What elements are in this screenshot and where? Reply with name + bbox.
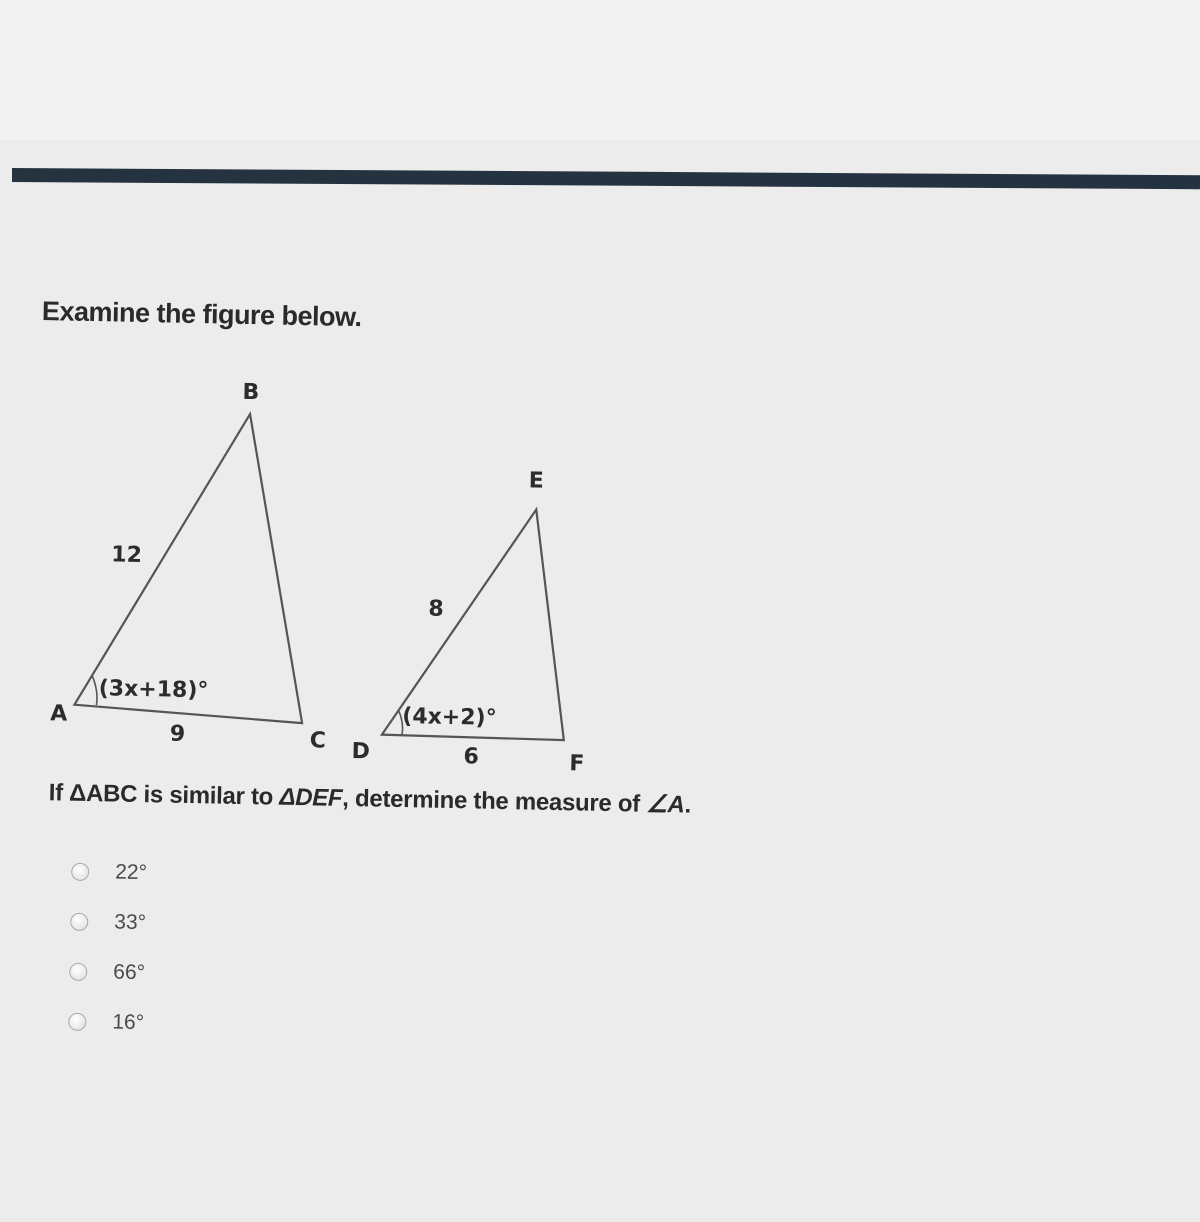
choice-label: 16° <box>112 1010 145 1035</box>
vertex-d-label: D <box>351 739 371 765</box>
angle-a-arc <box>91 675 97 705</box>
radio-button[interactable] <box>68 1013 86 1031</box>
vertex-e-label: E <box>528 468 545 494</box>
choice-16[interactable] <box>68 997 145 1048</box>
side-ac-label: 9 <box>169 721 186 747</box>
radio-button[interactable] <box>71 863 89 881</box>
side-de-label: 8 <box>428 596 444 622</box>
choice-33[interactable] <box>70 897 147 948</box>
radio-button[interactable] <box>69 963 87 981</box>
question-angle: ∠A <box>646 790 685 819</box>
choice-label: 66° <box>113 960 146 985</box>
vertex-f-label: F <box>569 751 585 777</box>
vertex-a-label: A <box>50 701 68 727</box>
instruction-text: Examine the figure below. <box>41 296 362 333</box>
question-suffix: , determine the measure of <box>342 784 647 818</box>
choice-66[interactable] <box>69 947 146 998</box>
choice-label: 33° <box>114 910 147 935</box>
side-ab-label: 12 <box>111 542 143 568</box>
angle-a-label: (3x+18)° <box>98 676 209 704</box>
answer-choices <box>68 847 148 1048</box>
side-df-label: 6 <box>463 744 480 770</box>
choice-label: 22° <box>115 860 148 885</box>
choice-22[interactable] <box>71 847 148 898</box>
question-middle: is similar to <box>136 780 280 811</box>
vertex-c-label: C <box>309 728 327 754</box>
vertex-b-label: B <box>242 379 260 406</box>
radio-button[interactable] <box>70 913 88 931</box>
question-end: . <box>684 791 692 819</box>
question-triangle-def: ΔDEF <box>279 783 343 812</box>
question-prefix: If <box>48 779 70 807</box>
question-triangle-abc: ΔABC <box>68 779 138 808</box>
angle-d-label: (4x+2)° <box>402 704 497 731</box>
